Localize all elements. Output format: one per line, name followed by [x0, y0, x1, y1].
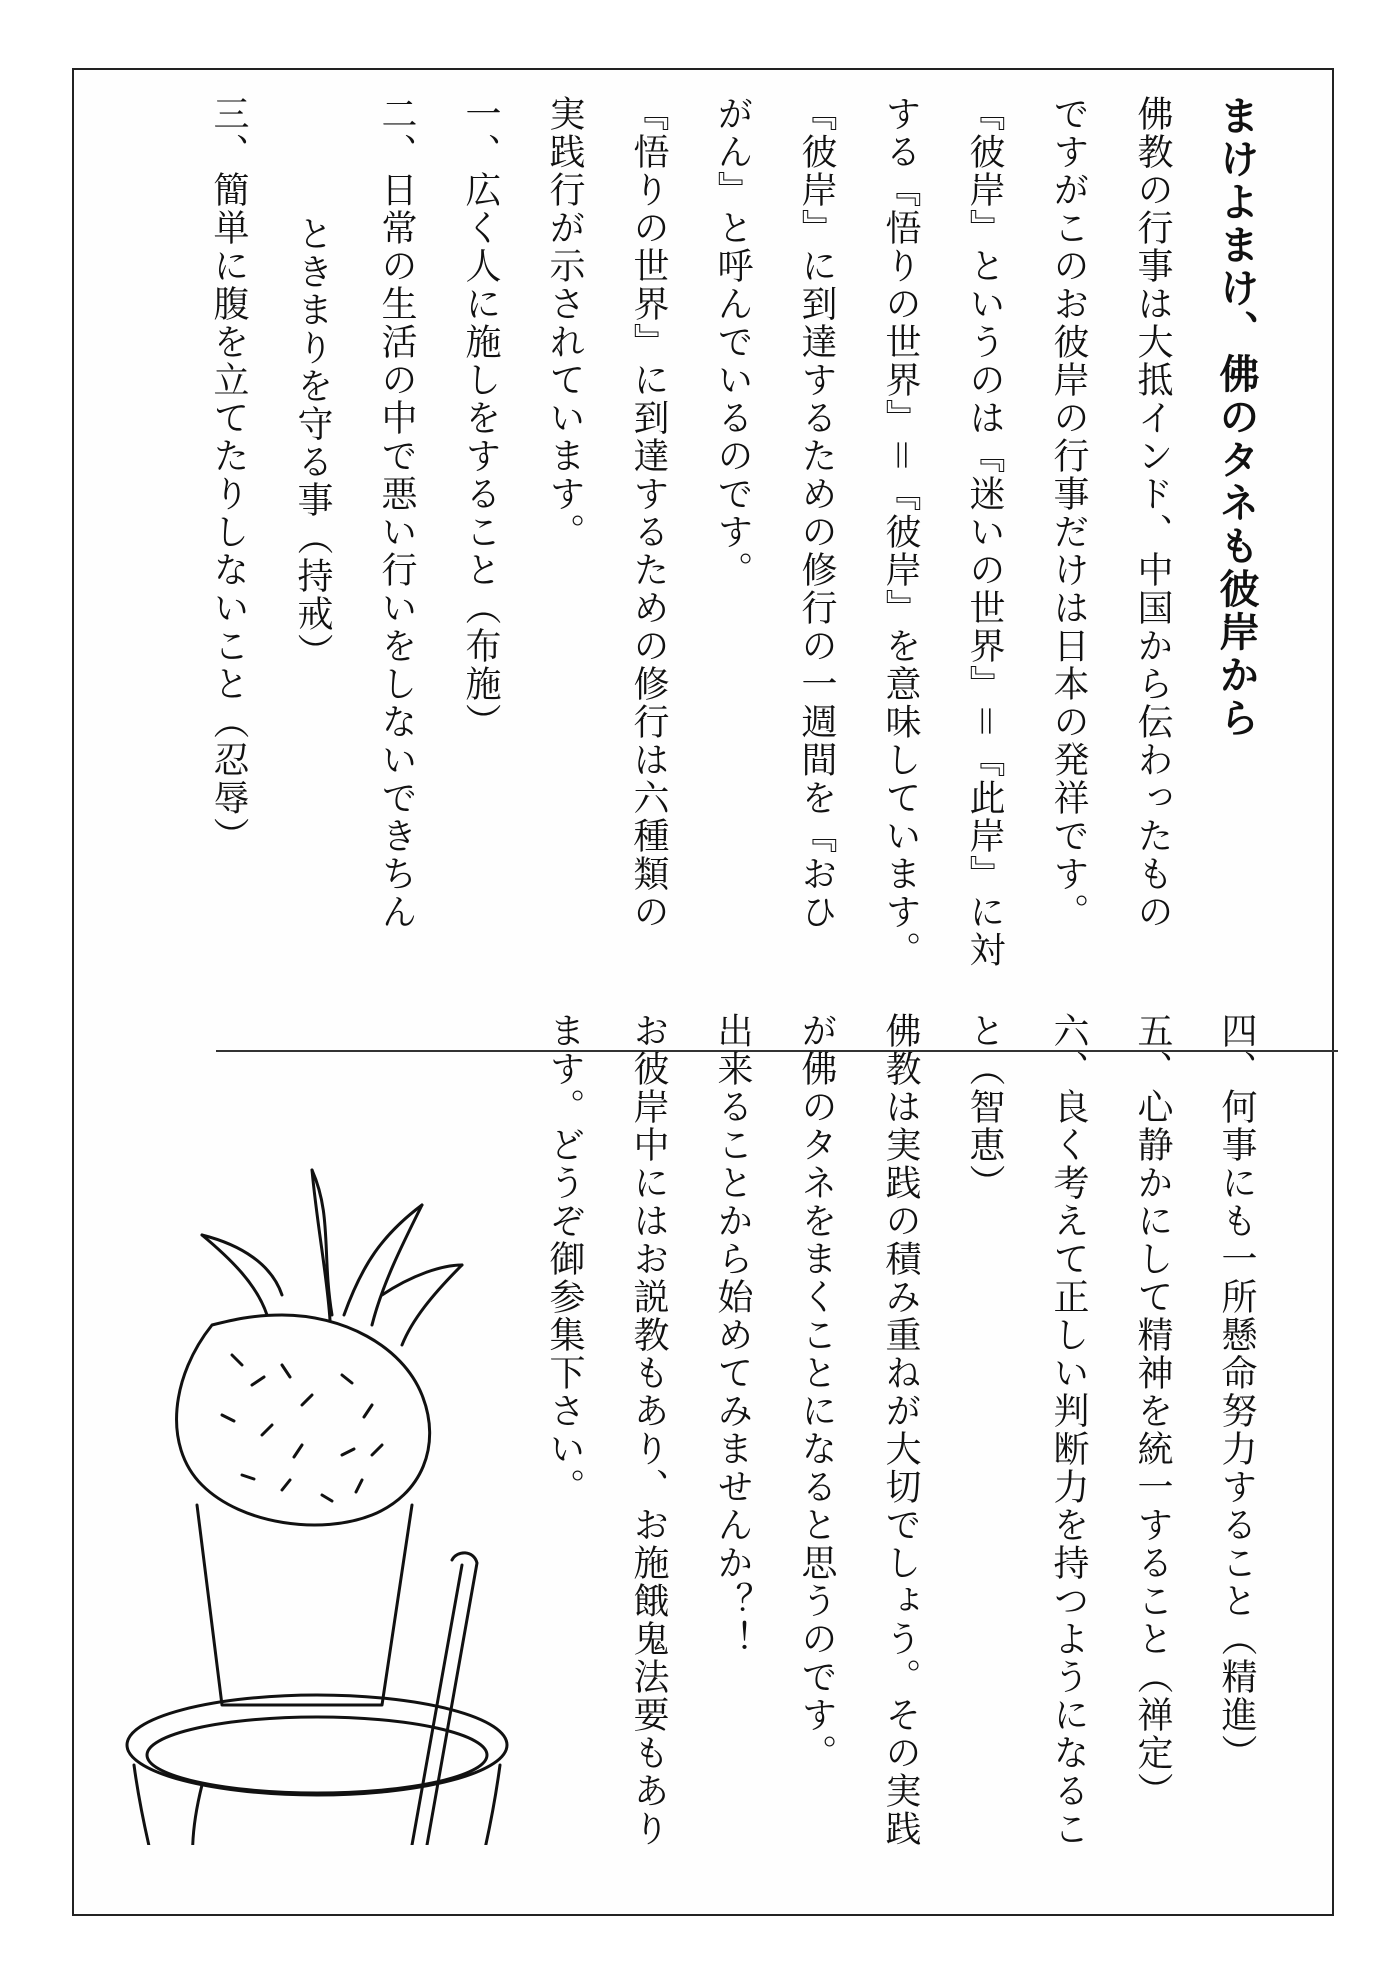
practice-item-chie: 六、良く考えて正しい判断力を持つようになるこ: [1048, 1012, 1089, 1848]
text-line: がん』と呼んでいるのです。: [712, 95, 753, 589]
practice-item-zenjo: 五、心静かにして精神を統一すること（禅定）: [1132, 1012, 1173, 1810]
text-line: 佛教の行事は大抵インド、中国から伝わったもの: [1132, 95, 1173, 931]
text-line: する『悟りの世界』＝『彼岸』を意味しています。: [880, 95, 921, 969]
text-line: 佛教は実践の積み重ねが大切でしょう。その実践: [880, 1012, 921, 1848]
text-line: ですがこのお彼岸の行事だけは日本の発祥です。: [1048, 95, 1089, 931]
text-line: 『悟りの世界』に到達するための修行は六種類の: [628, 95, 669, 931]
practice-item-jikai-cont: ときまりを守る事（持戒）: [292, 215, 333, 671]
practice-item-chie-cont: と（智恵）: [964, 1012, 1005, 1202]
text-line: 出来ることから始めてみませんか？！: [712, 1012, 753, 1658]
practice-item-ninniku: 三、簡単に腹を立てたりしないこと（忍辱）: [208, 95, 249, 855]
potted-plant-bucket-icon: [82, 1145, 642, 1850]
text-line: 『彼岸』というのは『迷いの世界』＝『此岸』に対: [964, 95, 1005, 969]
text-line: お彼岸中にはお説教もあり、お施餓鬼法要もあり: [628, 1012, 669, 1848]
practice-item-shojin: 四、何事にも一所懸命努力すること（精進）: [1216, 1012, 1257, 1772]
text-line: 『彼岸』に到達するための修行の一週間を『おひ: [796, 95, 837, 931]
practice-item-fuse: 一、広く人に施しをすること（布施）: [460, 95, 501, 741]
text-line: が佛のタネをまくことになると思うのです。: [796, 1012, 837, 1772]
text-line: 実践行が示されています。: [544, 95, 585, 551]
text-line: ます。どうぞ御参集下さい。: [544, 1012, 585, 1506]
heading-title: まけよまけ、佛のタネも彼岸から: [1213, 95, 1260, 740]
practice-item-jikai: 二、日常の生活の中で悪い行いをしないできちん: [376, 95, 417, 931]
top-text-section: [186, 95, 1278, 975]
